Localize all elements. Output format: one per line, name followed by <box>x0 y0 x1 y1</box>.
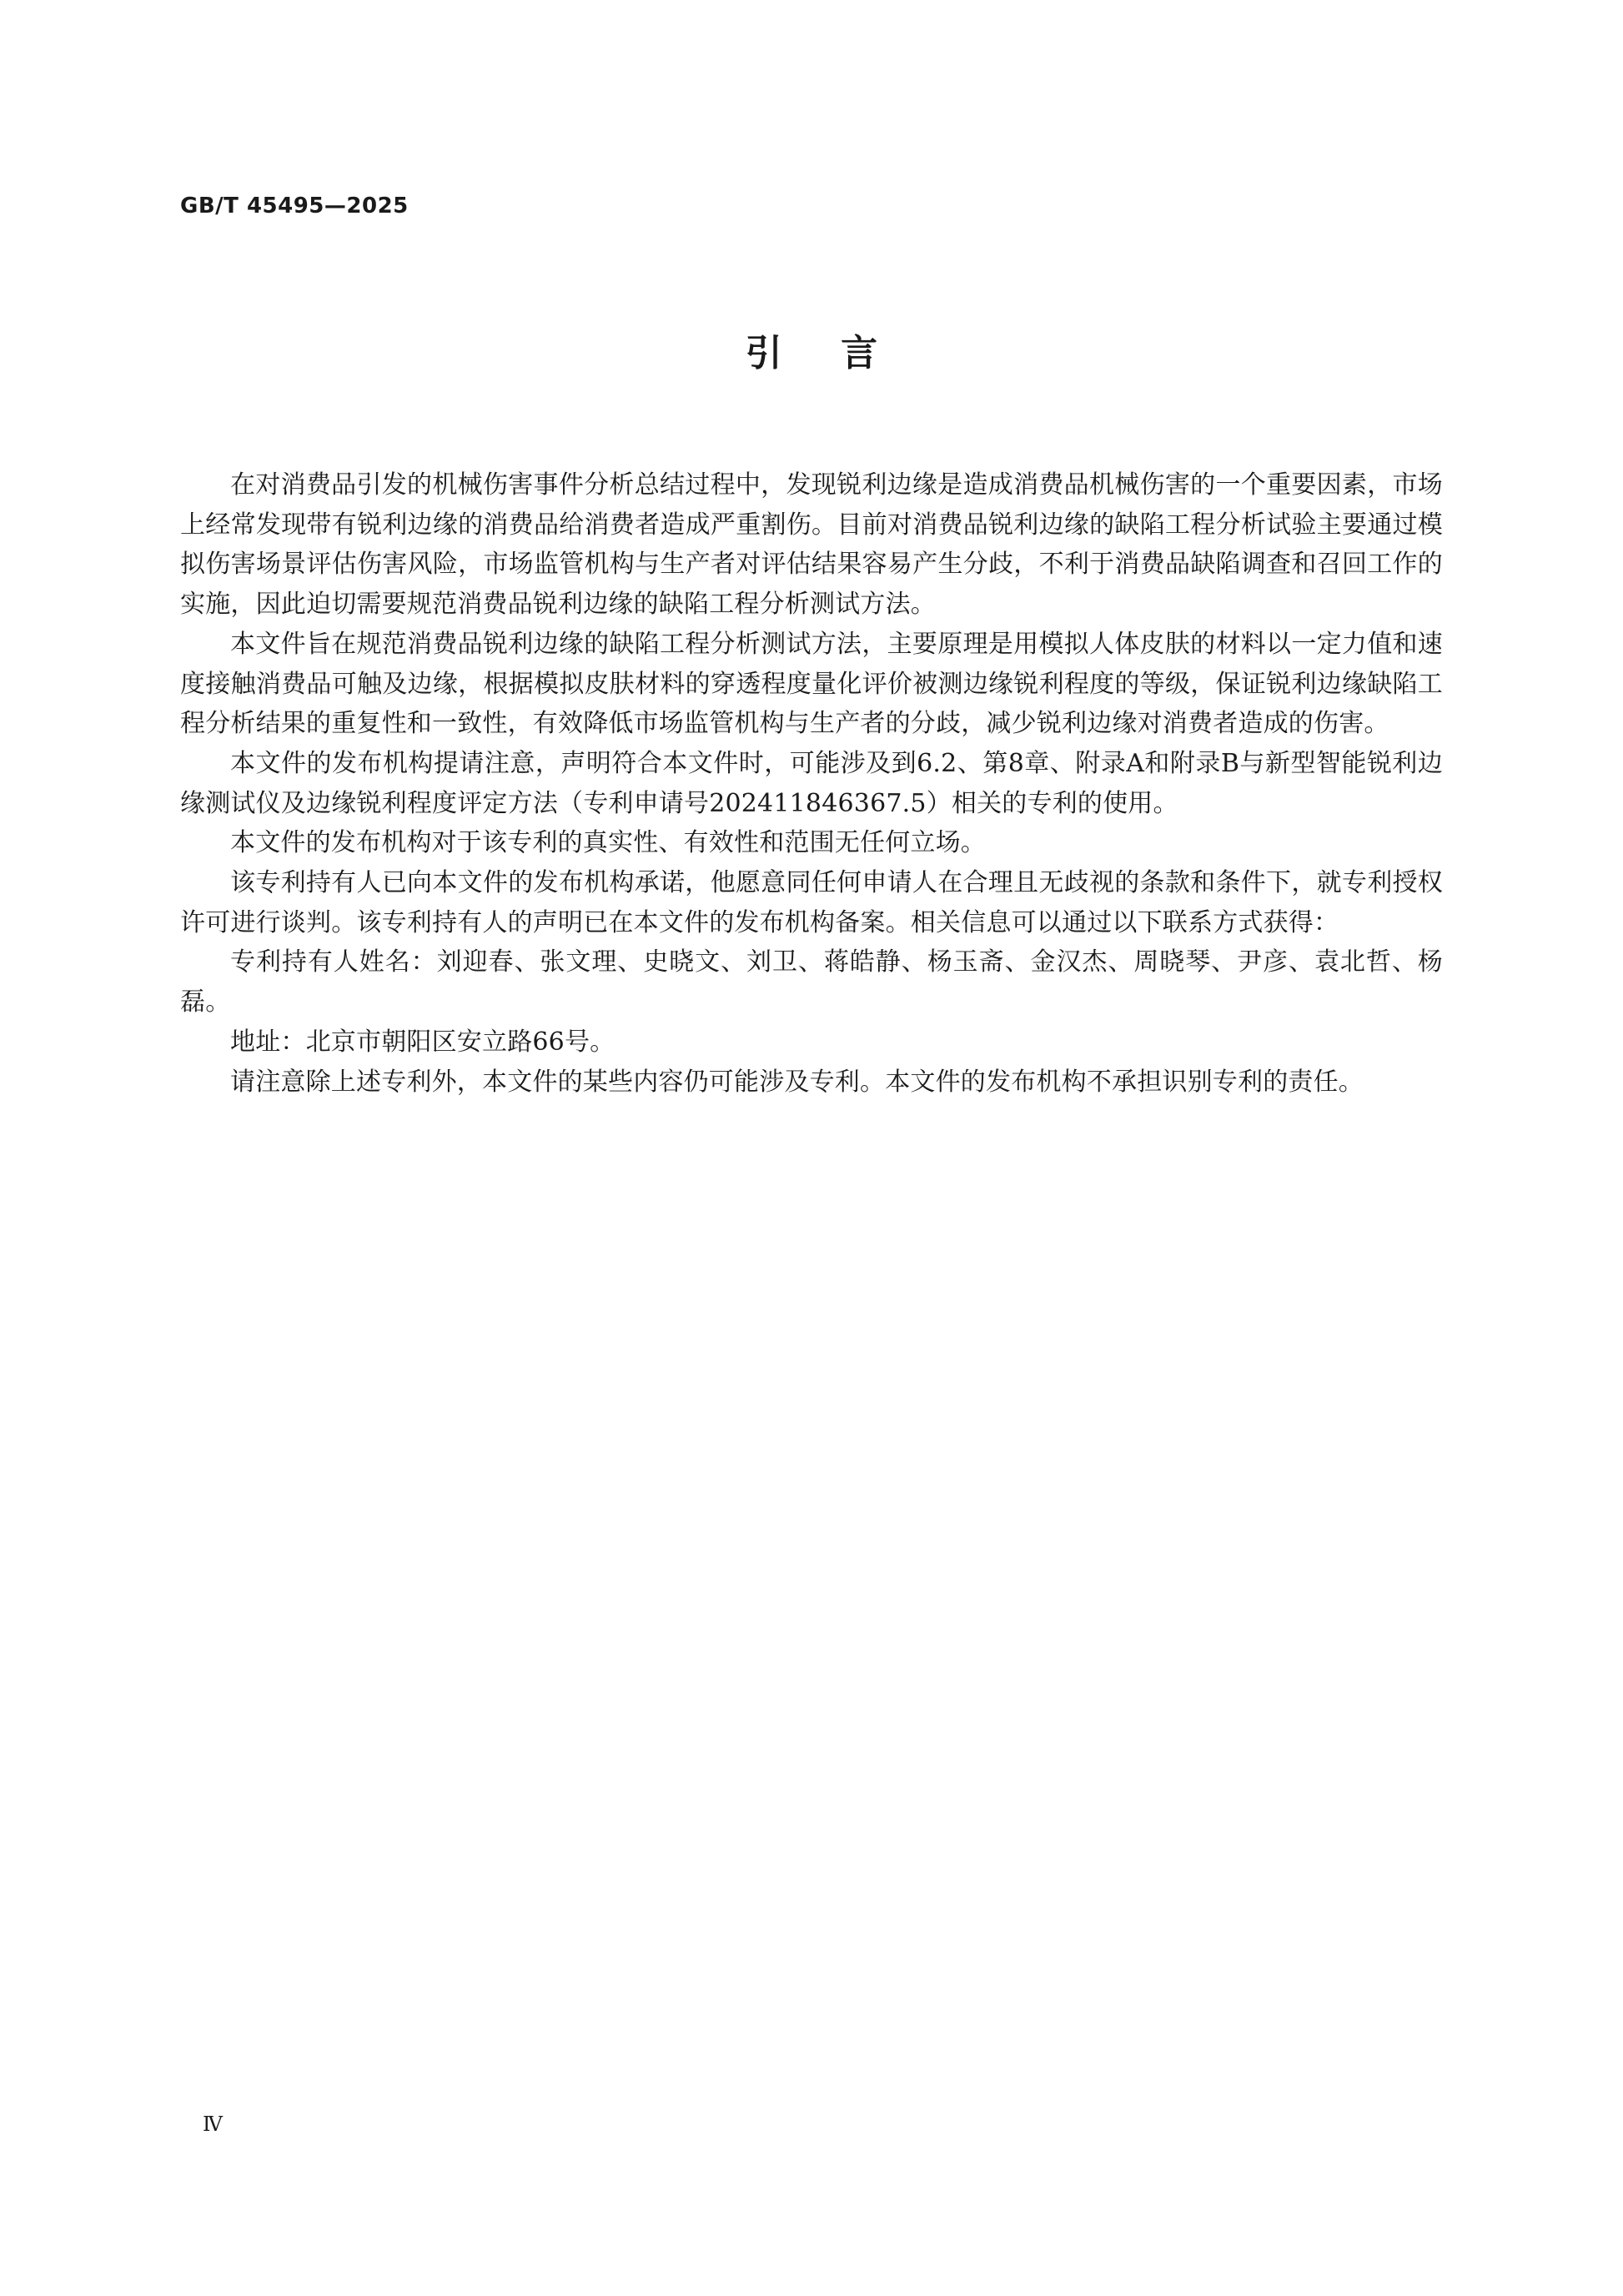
document-body <box>180 465 1443 1102</box>
paragraph-purpose: 本文件旨在规范消费品锐利边缘的缺陷工程分析测试方法，主要原理是用模拟人体皮肤的材料以一定力值和速度接触消费品可触及边缘，根据模拟皮肤材料的穿透程度量化评价被测边缘锐利程度的等级，保证锐利边缘缺陷工程分析结果的重复性和一致性，有效降低市场监管机构与生产者的分歧，减少锐利边缘对消费者造成的伤害。 <box>180 629 1443 739</box>
paragraph-background: 在对消费品引发的机械伤害事件分析总结过程中，发现锐利边缘是造成消费品机械伤害的一个重要因素，市场上经常发现带有锐利边缘的消费品给消费者造成严重割伤。目前对消费品锐利边缘的缺陷工程分析试验主要通过模拟伤害场景评估伤害风险，市场监管机构与生产者对评估结果容易产生分歧，不利于消费品缺陷调查和召回工作的实施，因此迫切需要规范消费品锐利边缘的缺陷工程分析测试方法。 <box>180 470 1443 620</box>
standard-code: GB/T 45495—2025 <box>180 193 409 219</box>
page-number: Ⅳ <box>203 2113 223 2136</box>
section-title: 引言 <box>745 332 937 374</box>
paragraph-patent-holders: 专利持有人姓名：刘迎春、张文理、史晓文、刘卫、蒋皓静、杨玉斋、金汉杰、周晓琴、尹彦、袁北哲、杨磊。 <box>180 947 1443 1017</box>
paragraph-patent-commitment: 该专利持有人已向本文件的发布机构承诺，他愿意同任何申请人在合理且无歧视的条款和条件下，就专利授权许可进行谈判。该专利持有人的声明已在本文件的发布机构备案。相关信息可以通过以下联系方式获得： <box>180 868 1443 937</box>
paragraph-patent-notice: 本文件的发布机构提请注意，声明符合本文件时，可能涉及到6.2、第8章、附录A和附录B与新型智能锐利边缘测试仪及边缘锐利程度评定方法（专利申请号202411846367.5）相关的专利的使用。 <box>180 748 1443 818</box>
paragraph-patent-position: 本文件的发布机构对于该专利的真实性、有效性和范围无任何立场。 <box>230 828 986 858</box>
paragraph-disclaimer: 请注意除上述专利外，本文件的某些内容仍可能涉及专利。本文件的发布机构不承担识别专利的责任。 <box>230 1067 1364 1097</box>
paragraph-address: 地址：北京市朝阳区安立路66号。 <box>230 1027 616 1057</box>
